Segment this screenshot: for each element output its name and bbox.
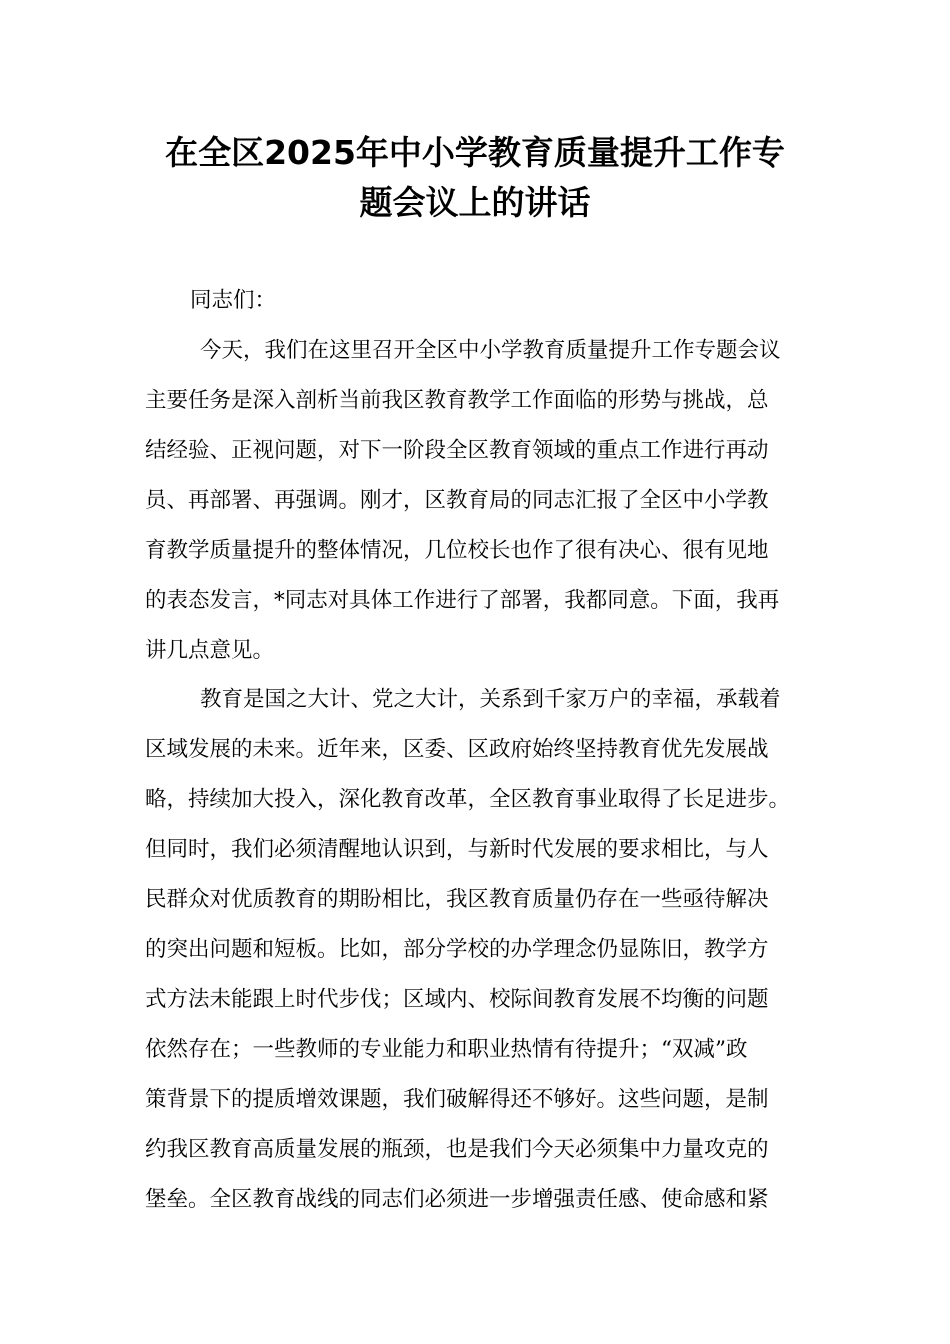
document-title-line-2: 题会议上的讲话 xyxy=(359,183,591,222)
paragraph-line: 依然存在；一些教师的专业能力和职业热情有待提升；“双减”政 xyxy=(145,1037,748,1062)
paragraph-line: 育教学质量提升的整体情况，几位校长也作了很有决心、很有见地 xyxy=(145,538,769,563)
paragraph-line: 堡垒。全区教育战线的同志们必须进一步增强责任感、使命感和紧 xyxy=(145,1187,769,1212)
paragraph-line: 今天，我们在这里召开全区中小学教育质量提升工作专题会议 xyxy=(200,338,781,363)
paragraph-line: 主要任务是深入剖析当前我区教育教学工作面临的形势与挑战，总 xyxy=(145,388,769,413)
paragraph-line: 略，持续加大投入，深化教育改革，全区教育事业取得了长足进步。 xyxy=(145,787,791,812)
paragraph-line: 员、再部署、再强调。刚才，区教育局的同志汇报了全区中小学教 xyxy=(145,488,769,513)
salutation: 同志们： xyxy=(190,288,277,313)
paragraph-line: 的表态发言，*同志对具体工作进行了部署，我都同意。下面，我再 xyxy=(145,588,780,613)
paragraph-line: 教育是国之大计、党之大计，关系到千家万户的幸福，承载着 xyxy=(200,687,781,712)
paragraph-line: 区域发展的未来。近年来，区委、区政府始终坚持教育优先发展战 xyxy=(145,737,769,762)
paragraph-line: 的突出问题和短板。比如，部分学校的办学理念仍显陈旧，教学方 xyxy=(145,937,769,962)
paragraph-1 xyxy=(145,326,835,676)
paragraph-line: 约我区教育高质量发展的瓶颈，也是我们今天必须集中力量攻克的 xyxy=(145,1137,769,1162)
paragraph-line: 但同时，我们必须清醒地认识到，与新时代发展的要求相比，与人 xyxy=(145,837,769,862)
paragraph-line: 民群众对优质教育的期盼相比，我区教育质量仍存在一些亟待解决 xyxy=(145,887,769,912)
paragraph-line: 策背景下的提质增效课题，我们破解得还不够好。这些问题，是制 xyxy=(145,1087,769,1112)
paragraph-line: 式方法未能跟上时代步伐；区域内、校际间教育发展不均衡的问题 xyxy=(145,987,769,1012)
paragraph-line: 结经验、正视问题，对下一阶段全区教育领域的重点工作进行再动 xyxy=(145,438,769,463)
paragraph-2 xyxy=(145,675,835,1225)
document-title-line-1: 在全区2025年中小学教育质量提升工作专 xyxy=(165,133,785,172)
paragraph-line: 讲几点意见。 xyxy=(145,638,275,663)
